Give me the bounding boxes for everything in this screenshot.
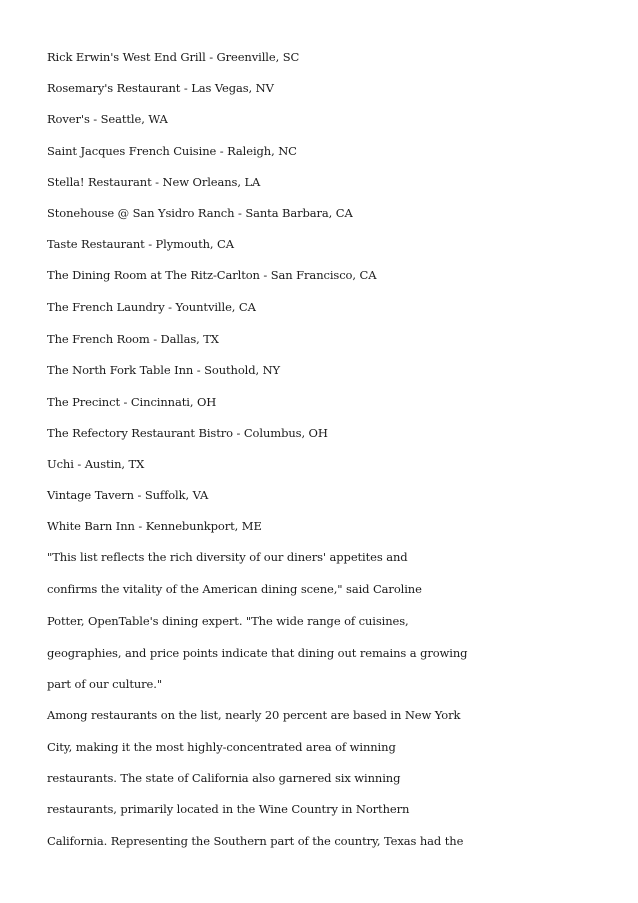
list-item: Rick Erwin's West End Grill - Greenville, SC bbox=[47, 50, 300, 64]
quote-line: confirms the vitality of the American dining scene," said Caroline bbox=[47, 582, 422, 596]
list-item: Rosemary's Restaurant - Las Vegas, NV bbox=[47, 81, 274, 95]
list-item: The French Room - Dallas, TX bbox=[47, 332, 219, 346]
list-item: Taste Restaurant - Plymouth, CA bbox=[47, 237, 234, 251]
quote-line: geographies, and price points indicate that dining out remains a growing bbox=[47, 646, 468, 660]
paragraph-line: City, making it the most highly-concentrated area of winning bbox=[47, 740, 396, 754]
list-item: Vintage Tavern - Suffolk, VA bbox=[47, 488, 209, 502]
paragraph-line: restaurants, primarily located in the Wine Country in Northern bbox=[47, 802, 410, 816]
paragraph-line: California. Representing the Southern part of the country, Texas had the bbox=[47, 834, 464, 848]
list-item: White Barn Inn - Kennebunkport, ME bbox=[47, 519, 262, 533]
list-item: Rover's - Seattle, WA bbox=[47, 112, 168, 126]
list-item: The Refectory Restaurant Bistro - Columbus, OH bbox=[47, 426, 328, 440]
list-item: Saint Jacques French Cuisine - Raleigh, NC bbox=[47, 144, 297, 158]
list-item: The French Laundry - Yountville, CA bbox=[47, 300, 256, 314]
list-item: The North Fork Table Inn - Southold, NY bbox=[47, 363, 281, 377]
paragraph-line: Among restaurants on the list, nearly 20 percent are based in New York bbox=[47, 708, 461, 722]
quote-line: "This list reflects the rich diversity of our diners' appetites and bbox=[47, 550, 408, 564]
list-item: Stella! Restaurant - New Orleans, LA bbox=[47, 175, 261, 189]
list-item: Uchi - Austin, TX bbox=[47, 457, 145, 471]
paragraph-line: restaurants. The state of California also garnered six winning bbox=[47, 771, 401, 785]
quote-line: part of our culture." bbox=[47, 677, 163, 691]
list-item: The Dining Room at The Ritz-Carlton - San Francisco, CA bbox=[47, 268, 377, 282]
list-item: The Precinct - Cincinnati, OH bbox=[47, 395, 217, 409]
quote-line: Potter, OpenTable's dining expert. "The wide range of cuisines, bbox=[47, 614, 409, 628]
list-item: Stonehouse @ San Ysidro Ranch - Santa Barbara, CA bbox=[47, 206, 353, 220]
